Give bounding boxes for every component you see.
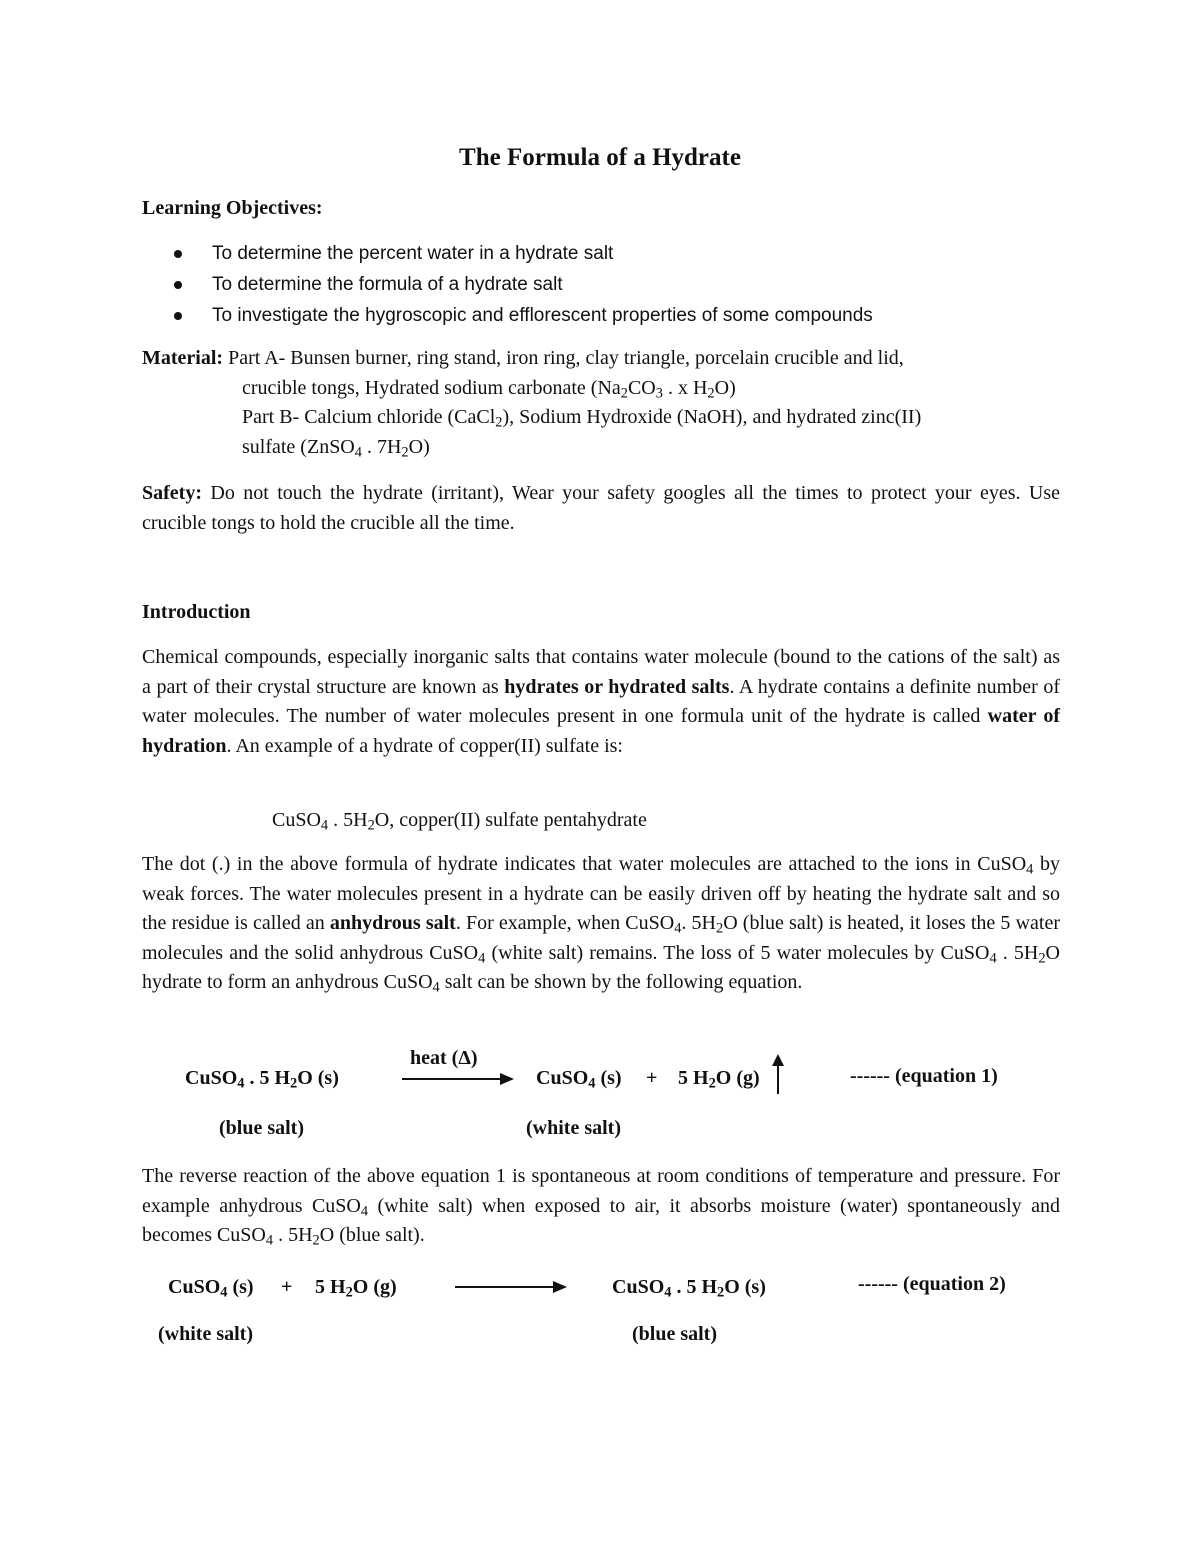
equation-1-product-1: CuSO$_4$ (s) <box>536 1067 622 1092</box>
equation-2-product: CuSO$_4$ . 5 $H_2O$ (s) <box>612 1276 766 1301</box>
material-section <box>142 344 1072 462</box>
intro-paragraph-1: Chemical compounds, especially inorganic salts that contains water molecule (bound to the cations of the salt) as a part of their crystal structure are known as hydrates or hydrated salts. A hydrate contains a definite number of water molecules. The number of water molecules present in one formula unit of the hydrate is called water of hydration. An example of a hydrate of copper(II) sulfate is: <box>142 646 1060 757</box>
gas-evolved-arrow-icon <box>777 1062 779 1094</box>
equation-1-product-2: 5 $H_2O$ (g) <box>678 1067 760 1092</box>
equation-2-plus: + <box>281 1276 293 1298</box>
equation-2-label: ------ (equation 2) <box>858 1273 1006 1295</box>
equation-2-reactant-1: CuSO$_4$ (s) <box>168 1276 254 1301</box>
list-item: To investigate the hygroscopic and efflorescent properties of some compounds <box>142 300 873 331</box>
introduction-heading: Introduction <box>142 601 251 623</box>
list-item: To determine the percent water in a hydrate salt <box>142 238 873 269</box>
material-label: Material: <box>142 347 224 369</box>
material-line: Part B- Calcium chloride (CaCl$_2$), Sodium Hydroxide (NaOH), and hydrated zinc(II) <box>242 406 922 431</box>
equation-1-label: ------ (equation 1) <box>850 1065 998 1087</box>
equation-2-product-note: (blue salt) <box>632 1323 717 1345</box>
bullet-icon <box>174 281 182 289</box>
safety-label: Safety: <box>142 482 202 504</box>
equation-1-product-note: (white salt) <box>526 1117 621 1139</box>
equation-1-reactant-note: (blue salt) <box>219 1117 304 1139</box>
equation-1-reactant: CuSO$_4$ . 5 $H_2O$ (s) <box>185 1067 339 1092</box>
safety-paragraph: Safety: Do not touch the hydrate (irritant), Wear your safety googles all the times to protect your eyes. Use crucible tongs to hold the crucible all the time. <box>142 482 1060 534</box>
objectives-heading: Learning Objectives: <box>142 197 323 219</box>
intro-paragraph-2: The dot (.) in the above formula of hydrate indicates that water molecules are attached to the ions in CuSO$_4$ by weak forces. The water molecules present in a hydrate can be easily driven off by heating the hydrate salt and so the residue is called an anhydrous salt. For example, when CuSO$_4$. $5H_2O$ (blue salt) is heated, it loses the 5 water molecules and the solid anhydrous CuSO$_4$ (white salt) remains. The loss of 5 water molecules by CuSO$_4$ . $5H_2O$ hydrate to form an anhydrous CuSO$_4$ salt can be shown by the following equation. <box>142 853 1060 996</box>
bullet-icon <box>174 250 182 258</box>
material-line: sulfate (ZnSO$_4$ . $7H_2O$) <box>242 435 430 461</box>
material-line: crucible tongs, Hydrated sodium carbonate ($Na_2CO_3$ . x $H_2O$) <box>242 376 736 402</box>
example-formula: CuSO$_4$ . $5H_2O$, copper(II) sulfate pentahydrate <box>272 809 647 834</box>
page-title: The Formula of a Hydrate <box>459 144 741 171</box>
objectives-list <box>142 238 873 331</box>
equation-2-reactant-2: 5 $H_2O$ (g) <box>315 1276 397 1301</box>
reaction-arrow-icon <box>402 1078 512 1080</box>
equation-1-condition: heat (Δ) <box>410 1047 478 1069</box>
equation-1-plus: + <box>646 1067 658 1089</box>
intro-paragraph-3: The reverse reaction of the above equation 1 is spontaneous at room conditions of temperature and pressure. For example anhydrous CuSO$_4$ (white salt) when exposed to air, it absorbs moisture (water) spontaneously and becomes CuSO$_4$ . $5H_2O$ (blue salt). <box>142 1165 1060 1249</box>
equation-2-reactant-note: (white salt) <box>158 1323 253 1345</box>
bullet-icon <box>174 312 182 320</box>
list-item: To determine the formula of a hydrate salt <box>142 269 873 300</box>
material-line: Part A- Bunsen burner, ring stand, iron ring, clay triangle, porcelain crucible and lid, <box>228 347 904 369</box>
reaction-arrow-icon <box>455 1286 565 1288</box>
